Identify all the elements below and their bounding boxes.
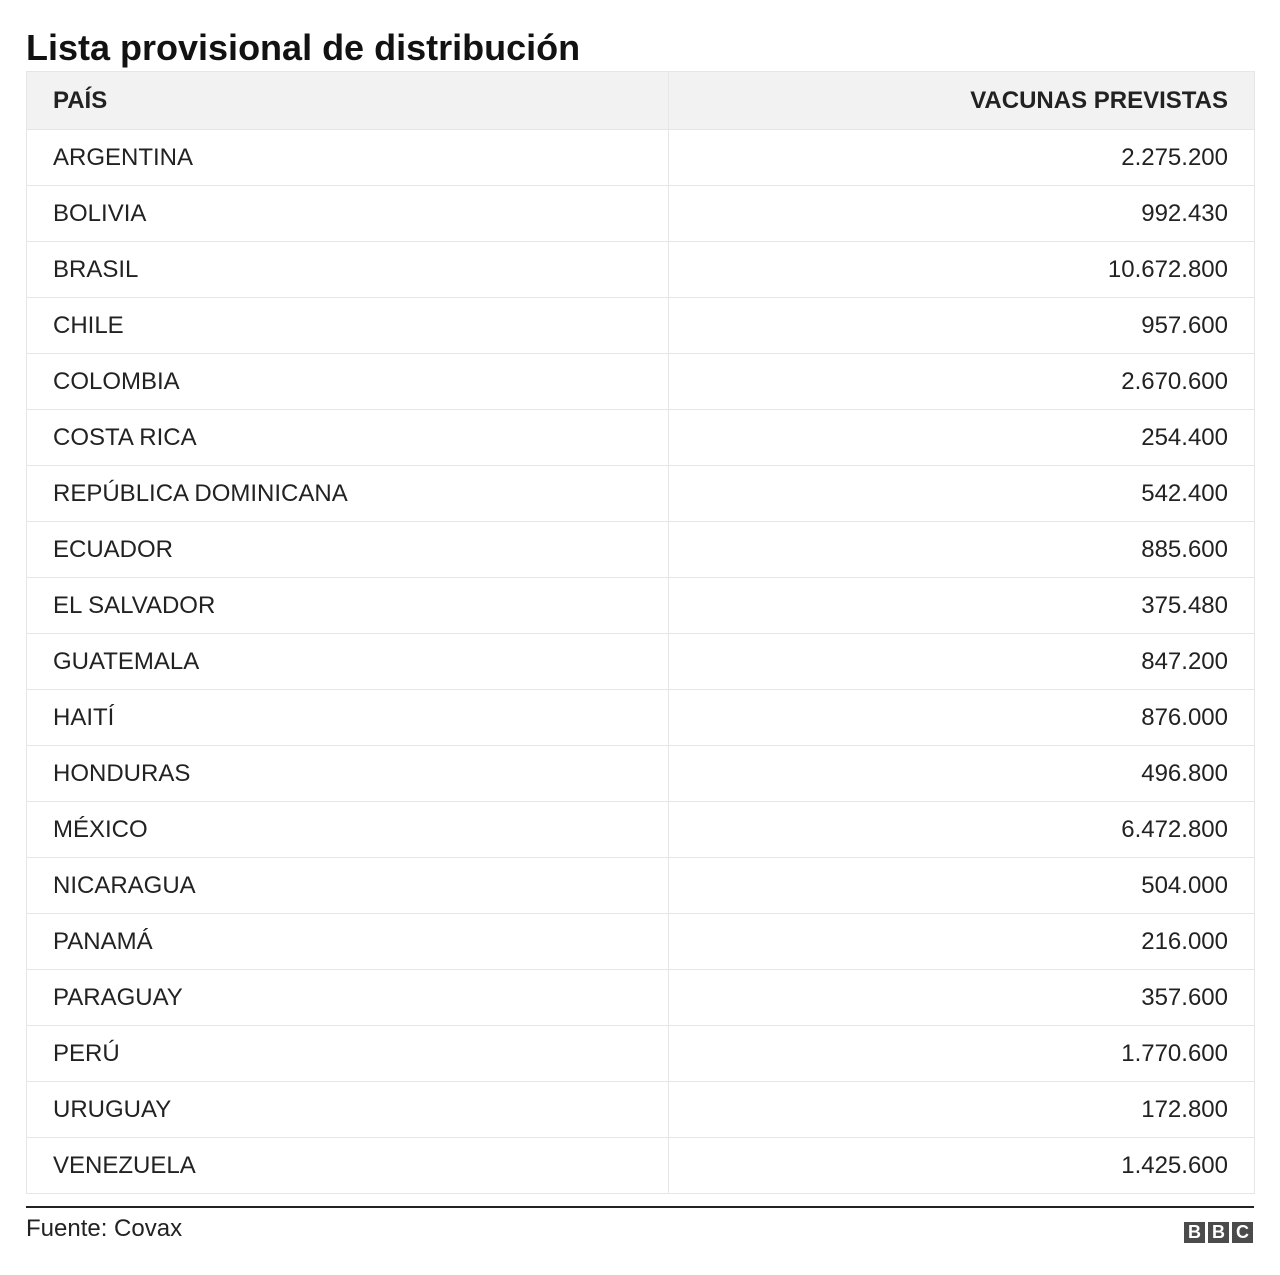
vaccines-cell: 254.400: [669, 410, 1255, 466]
country-cell: BRASIL: [27, 242, 669, 298]
table-row: [27, 690, 1255, 746]
table-row: [27, 858, 1255, 914]
country-cell: HAITÍ: [27, 690, 669, 746]
country-cell: VENEZUELA: [27, 1138, 669, 1194]
country-cell: PANAMÁ: [27, 914, 669, 970]
logo-letter: B: [1208, 1222, 1229, 1243]
table-row: [27, 578, 1255, 634]
vaccines-cell: 375.480: [669, 578, 1255, 634]
page-title: Lista provisional de distribución: [26, 27, 581, 68]
table-row: [27, 634, 1255, 690]
country-cell: ECUADOR: [27, 522, 669, 578]
logo-letter: C: [1232, 1222, 1253, 1243]
country-cell: GUATEMALA: [27, 634, 669, 690]
table-row: [27, 914, 1255, 970]
country-cell: COLOMBIA: [27, 354, 669, 410]
vaccines-cell: 542.400: [669, 466, 1255, 522]
table-row: [27, 746, 1255, 802]
distribution-table: [26, 71, 1255, 1194]
source-note: Fuente: Covax: [26, 1215, 183, 1242]
distribution-table-container: [26, 71, 1254, 1194]
table-header: [27, 72, 1255, 130]
table-body: [27, 130, 1255, 1194]
table-row: [27, 354, 1255, 410]
vaccines-cell: 2.275.200: [669, 130, 1255, 186]
vaccines-cell: 496.800: [669, 746, 1255, 802]
vaccines-cell: 10.672.800: [669, 242, 1255, 298]
table-header-row: [27, 72, 1255, 130]
country-cell: BOLIVIA: [27, 186, 669, 242]
table-row: [27, 242, 1255, 298]
table-row: [27, 130, 1255, 186]
country-cell: ARGENTINA: [27, 130, 669, 186]
table-row: [27, 802, 1255, 858]
table-row: [27, 466, 1255, 522]
country-cell: EL SALVADOR: [27, 578, 669, 634]
vaccines-cell: 6.472.800: [669, 802, 1255, 858]
country-cell: CHILE: [27, 298, 669, 354]
vaccines-cell: 1.770.600: [669, 1026, 1255, 1082]
country-cell: PARAGUAY: [27, 970, 669, 1026]
table-row: [27, 522, 1255, 578]
country-cell: URUGUAY: [27, 1082, 669, 1138]
table-row: [27, 1138, 1255, 1194]
country-cell: HONDURAS: [27, 746, 669, 802]
country-cell: COSTA RICA: [27, 410, 669, 466]
vaccines-cell: 172.800: [669, 1082, 1255, 1138]
vaccines-cell: 504.000: [669, 858, 1255, 914]
bbc-logo: [1184, 1222, 1253, 1243]
table-row: [27, 186, 1255, 242]
table-row: [27, 970, 1255, 1026]
logo-letter: B: [1184, 1222, 1205, 1243]
vaccines-cell: 2.670.600: [669, 354, 1255, 410]
footer-divider: [26, 1206, 1254, 1208]
vaccines-cell: 357.600: [669, 970, 1255, 1026]
vaccines-cell: 1.425.600: [669, 1138, 1255, 1194]
vaccines-cell: 885.600: [669, 522, 1255, 578]
table-row: [27, 410, 1255, 466]
vaccines-cell: 957.600: [669, 298, 1255, 354]
country-cell: PERÚ: [27, 1026, 669, 1082]
country-column-header: PAÍS: [27, 72, 669, 130]
country-cell: NICARAGUA: [27, 858, 669, 914]
vaccines-column-header: VACUNAS PREVISTAS: [669, 72, 1255, 130]
table-row: [27, 298, 1255, 354]
country-cell: REPÚBLICA DOMINICANA: [27, 466, 669, 522]
vaccines-cell: 876.000: [669, 690, 1255, 746]
country-cell: MÉXICO: [27, 802, 669, 858]
table-row: [27, 1082, 1255, 1138]
vaccines-cell: 216.000: [669, 914, 1255, 970]
vaccines-cell: 847.200: [669, 634, 1255, 690]
vaccines-cell: 992.430: [669, 186, 1255, 242]
table-row: [27, 1026, 1255, 1082]
